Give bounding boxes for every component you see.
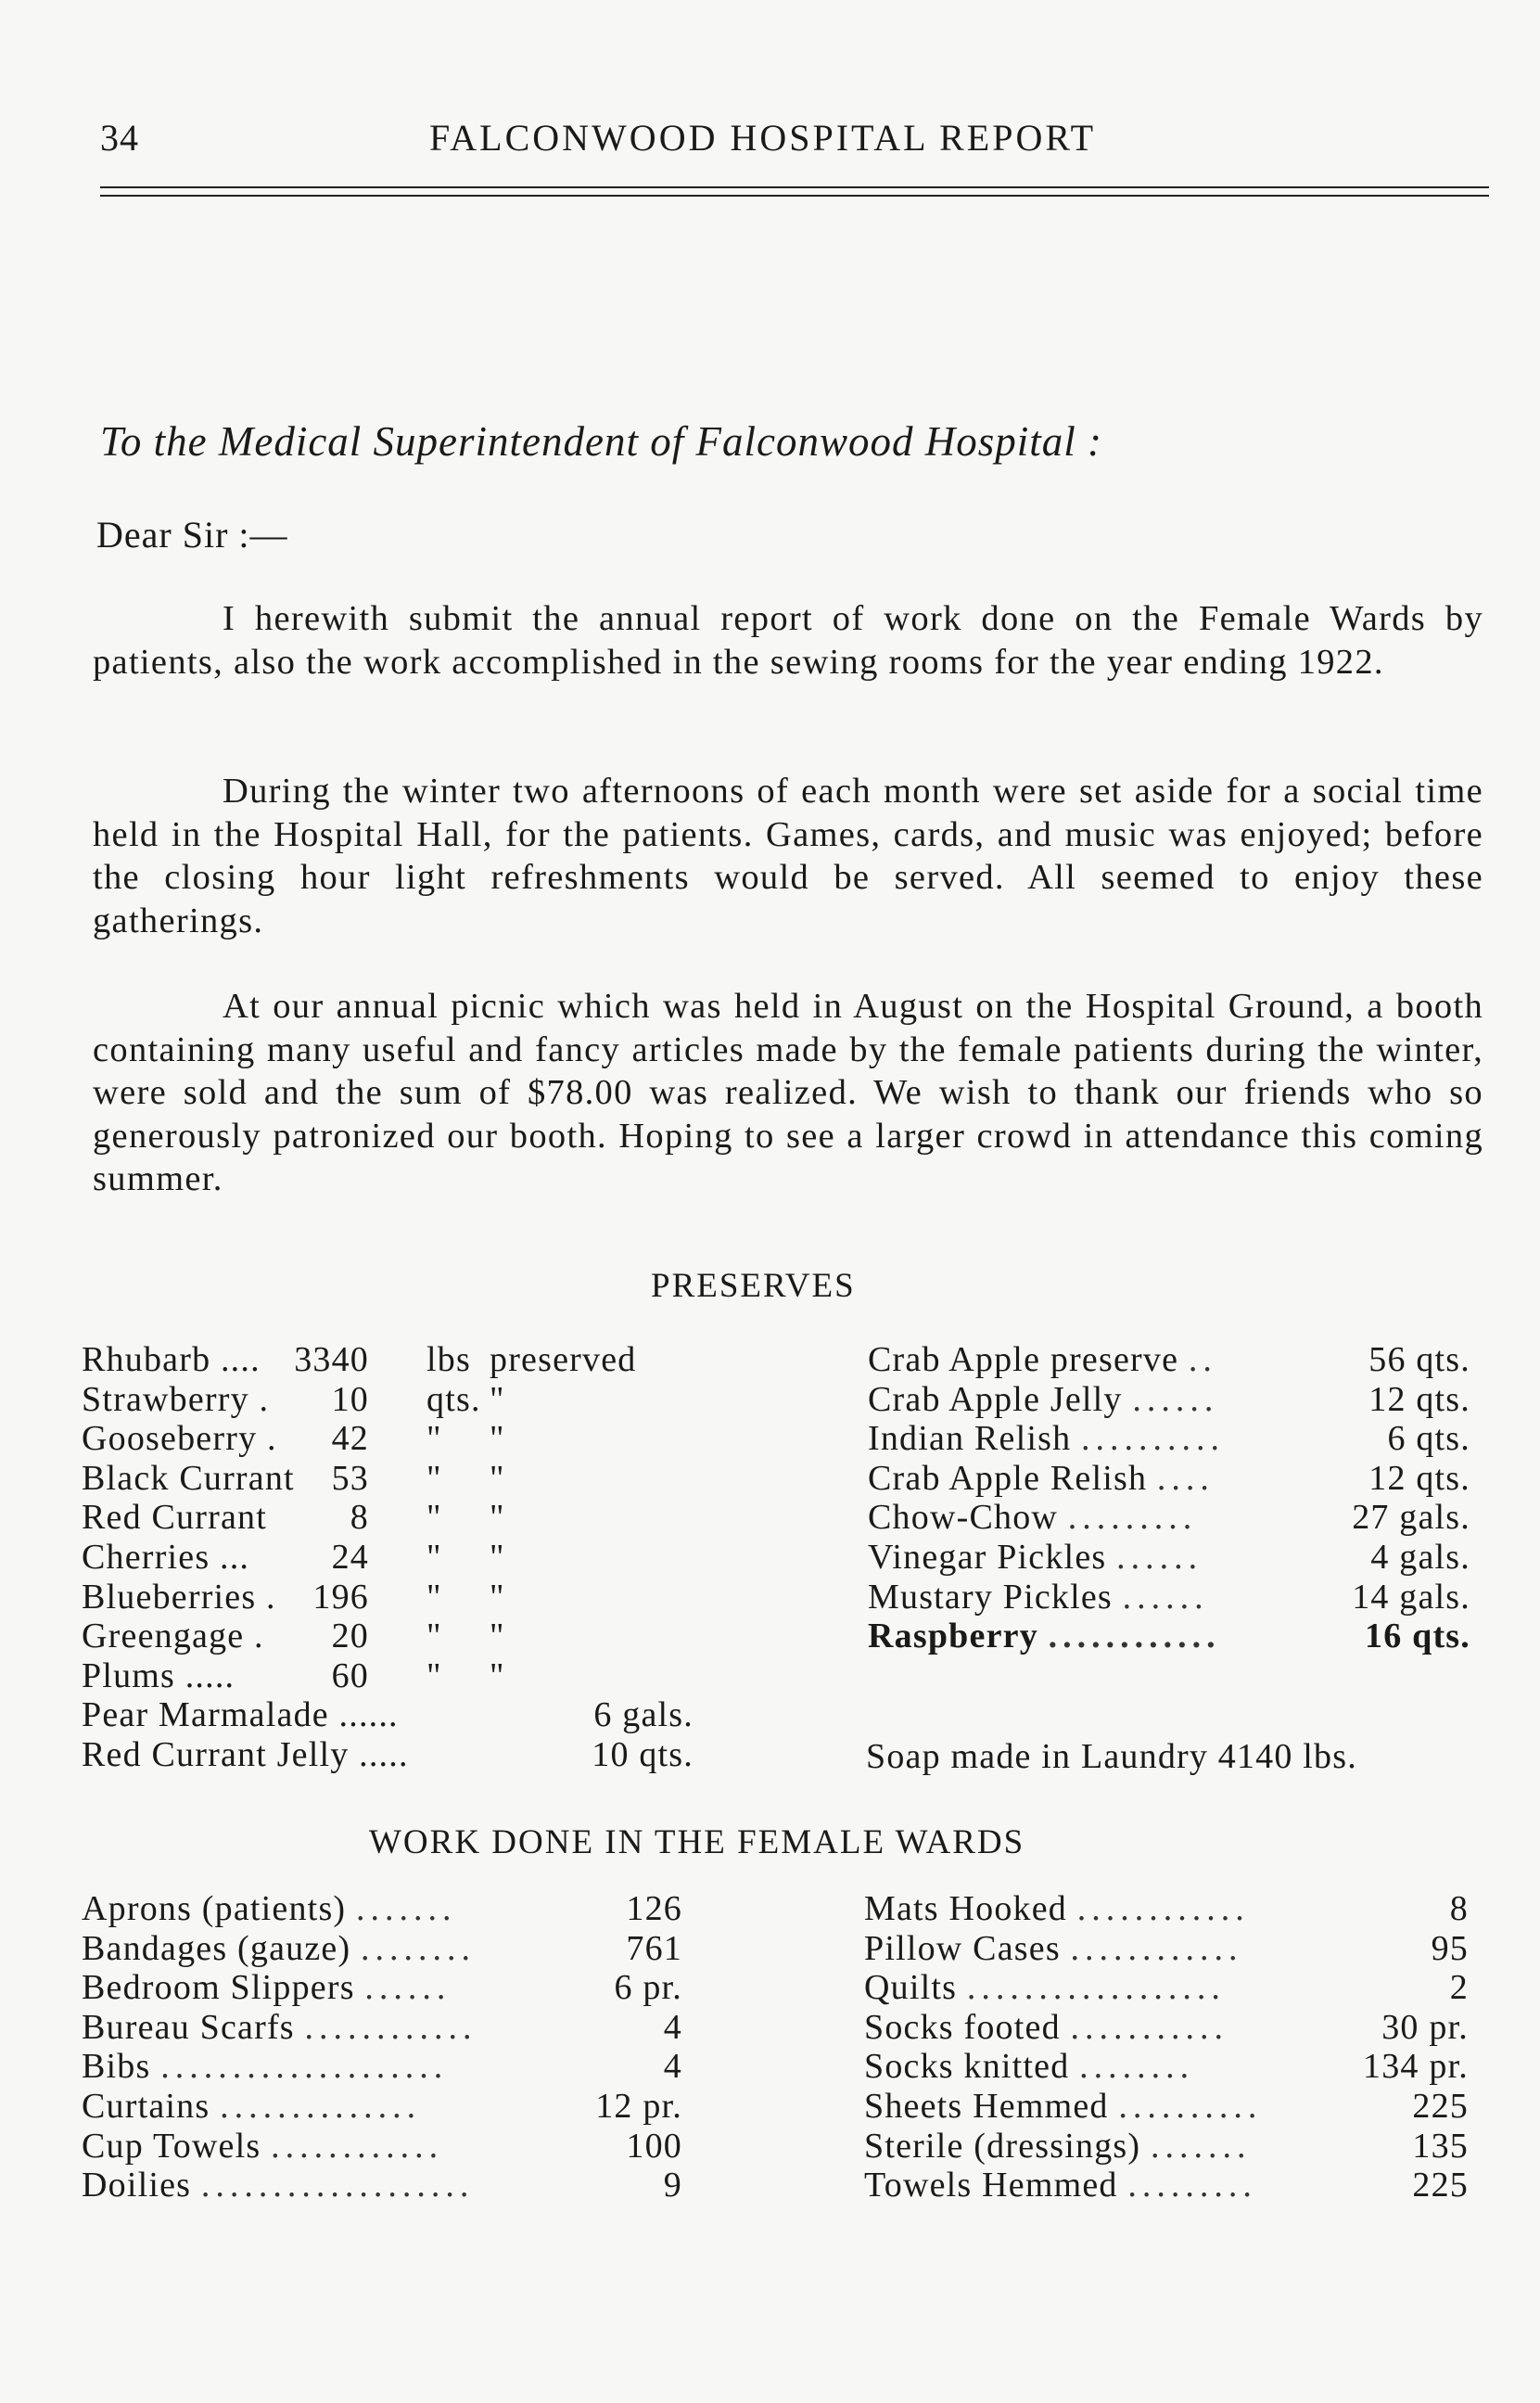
dot-leader: ...... (364, 1968, 452, 2008)
list-item (864, 2165, 1469, 2205)
list-item (82, 2046, 682, 2087)
item-value: 126 (626, 1889, 682, 1928)
item-quantity-value: 24 (331, 1538, 369, 1577)
item-unit: " (426, 1655, 442, 1695)
dot-leader: .................... (160, 2047, 449, 2087)
item-note: " (490, 1538, 505, 1577)
item-name: Crab Apple Jelly ...... (868, 1379, 1219, 1419)
item-name: Cherries ... (82, 1538, 250, 1577)
list-item (82, 1497, 694, 1538)
item-name: Red Currant Jelly ..... (82, 1735, 409, 1774)
item-name: Aprons (patients) ....... (82, 1889, 457, 1928)
item-name: Chow-Chow ......... (868, 1498, 1198, 1538)
item-name: Mustary Pickles ...... (868, 1577, 1209, 1617)
item-name: Raspberry ............ (868, 1617, 1221, 1656)
list-item (864, 2086, 1469, 2127)
item-unit: " (426, 1617, 442, 1656)
item-name: Pillow Cases ............ (864, 1928, 1243, 1968)
dot-leader: .......... (1081, 1419, 1225, 1459)
item-value: 4 gals. (1370, 1538, 1470, 1577)
list-item (82, 1655, 694, 1696)
list-item (82, 1967, 682, 2008)
dot-leader: ........ (1079, 2047, 1195, 2087)
dot-leader: ...... (1116, 1538, 1203, 1577)
item-name: Bibs .................... (82, 2047, 449, 2087)
dot-leader: ....... (356, 1889, 457, 1928)
list-item (82, 1888, 682, 1929)
dot-leader: .......... (1118, 2087, 1263, 2126)
item-value: 56 qts. (1368, 1340, 1470, 1379)
item-unit: " (426, 1538, 442, 1577)
soap-line: Soap made in Laundry 4140 lbs. (866, 1737, 1357, 1776)
list-item (82, 1694, 694, 1735)
item-quantity-value: 53 (331, 1458, 369, 1498)
item-name: Strawberry . (82, 1379, 270, 1419)
list-item (82, 1379, 694, 1420)
list-item (82, 1458, 694, 1499)
dot-leader: ............ (304, 2007, 477, 2047)
list-item (82, 1928, 682, 1969)
item-name: Greengage . (82, 1617, 264, 1656)
item-unit: lbs (426, 1340, 471, 1379)
item-value: 100 (626, 2126, 682, 2166)
item-name: Sheets Hemmed .......... (864, 2087, 1263, 2126)
item-name: Socks knitted ........ (864, 2047, 1195, 2087)
list-item (868, 1497, 1470, 1538)
running-title: FALCONWOOD HOSPITAL REPORT (429, 117, 1097, 159)
item-name: Curtains .............. (82, 2087, 422, 2126)
list-item (82, 1616, 694, 1656)
list-item (864, 1967, 1469, 2008)
list-item (82, 1339, 694, 1380)
item-value: 12 qts. (1368, 1458, 1470, 1498)
dot-leader: .... (1156, 1458, 1215, 1498)
item-name: Quilts .................. (864, 1968, 1226, 2008)
letter-paragraph: I herewith submit the annual report of work done on the Female Wards by patients, also the work accomplished in the sewing rooms for the year ending 1922. (93, 599, 1483, 682)
preserves-heading: PRESERVES (651, 1267, 856, 1305)
letter-paragraph: During the winter two afternoons of each month were set aside for a social time held in the Hospital Hall, for the patients. Games, cards, and music was enjoyed; before the closing hour light refreshments would be served. All seemed to enjoy these gatherings. (93, 772, 1483, 940)
page-header (100, 116, 1491, 172)
list-item (868, 1616, 1470, 1656)
list-item (868, 1339, 1470, 1380)
item-unit: " (426, 1577, 442, 1617)
list-item (82, 1418, 694, 1459)
dot-leader: .. (1188, 1340, 1217, 1379)
item-name: Bedroom Slippers ...... (82, 1968, 452, 2008)
item-value: 4 (663, 2007, 682, 2047)
list-item (864, 1888, 1469, 1929)
item-name: Crab Apple Relish .... (868, 1458, 1215, 1498)
item-value: 761 (626, 1928, 682, 1968)
item-value: 8 (1449, 1889, 1469, 1928)
item-name: Socks footed ........... (864, 2007, 1228, 2047)
item-name: Bureau Scarfs ............ (82, 2007, 477, 2047)
item-name: Rhubarb .... (82, 1340, 261, 1379)
item-name: Cup Towels ............ (82, 2126, 444, 2166)
list-item (864, 2046, 1469, 2087)
dot-leader: ......... (1127, 2166, 1257, 2205)
dot-leader: ................... (200, 2166, 475, 2205)
dot-leader: ........... (1070, 2007, 1228, 2047)
item-value: 225 (1412, 2087, 1469, 2126)
letter-greeting: Dear Sir :— (96, 514, 288, 556)
page-number: 34 (100, 117, 139, 159)
item-name: Gooseberry . (82, 1419, 277, 1459)
item-unit: " (426, 1419, 442, 1459)
item-quantity-value: 10 (331, 1379, 369, 1419)
dot-leader: .............. (220, 2087, 422, 2126)
list-item (864, 2007, 1469, 2048)
dot-leader: .................. (966, 1968, 1226, 2008)
item-value: 16 qts. (1365, 1617, 1470, 1656)
item-value: 30 pr. (1381, 2007, 1469, 2047)
item-value: 225 (1412, 2166, 1469, 2205)
item-value: 9 (663, 2166, 682, 2205)
item-value: 2 (1449, 1968, 1469, 2008)
item-value: 10 qts. (592, 1735, 694, 1774)
list-item (82, 1537, 694, 1578)
item-value: 14 gals. (1352, 1577, 1470, 1617)
item-name: Red Currant (82, 1498, 267, 1538)
item-value: 134 pr. (1363, 2047, 1469, 2087)
item-note: " (490, 1577, 505, 1617)
letter-addressee: To the Medical Superintendent of Falconwood Hospital : (100, 418, 1102, 465)
item-quantity-value: 196 (312, 1577, 369, 1617)
item-note: " (490, 1379, 505, 1419)
item-value: 6 qts. (1387, 1419, 1470, 1459)
item-name: Blueberries . (82, 1577, 276, 1617)
letter-paragraph: At our annual picnic which was held in August on the Hospital Ground, a booth containing many useful and fancy articles made by the female patients during the winter, were sold and the sum of $78.00 was realized. We wish to thank our friends who so generously patronized our booth. Hoping to see a larger crowd in attendance this coming summer. (93, 987, 1483, 1198)
item-name: Towels Hemmed ......... (864, 2166, 1257, 2205)
dot-leader: ...... (1132, 1379, 1219, 1419)
item-unit: " (426, 1498, 442, 1538)
dot-leader: ........ (361, 1928, 477, 1968)
header-rule-bottom (100, 195, 1489, 197)
item-name: Mats Hooked ............ (864, 1889, 1250, 1928)
list-item (864, 2126, 1469, 2167)
item-value: 12 qts. (1368, 1379, 1470, 1419)
item-note: " (490, 1655, 505, 1695)
item-name: Doilies ................... (82, 2166, 475, 2205)
item-note: " (490, 1617, 505, 1656)
list-item (868, 1458, 1470, 1499)
list-item (868, 1418, 1470, 1459)
dot-leader: ............ (1048, 1617, 1221, 1656)
list-item (868, 1577, 1470, 1617)
item-value: 6 pr. (614, 1968, 682, 2008)
item-name: Indian Relish .......... (868, 1419, 1225, 1459)
item-quantity-value: 8 (350, 1498, 369, 1538)
dot-leader: ....... (1150, 2126, 1252, 2166)
item-note: " (490, 1458, 505, 1498)
item-note: " (490, 1419, 505, 1459)
item-note: " (490, 1498, 505, 1538)
dot-leader: ...... (1122, 1577, 1209, 1617)
dot-leader: ............ (271, 2126, 444, 2166)
dot-leader: ............ (1076, 1889, 1250, 1928)
item-quantity-value: 20 (331, 1617, 369, 1656)
item-name: Plums ..... (82, 1655, 235, 1695)
item-quantity-value: 42 (331, 1419, 369, 1459)
item-value: 12 pr. (595, 2087, 682, 2126)
list-item (82, 1577, 694, 1617)
item-name: Pear Marmalade ...... (82, 1695, 399, 1735)
list-item (82, 2165, 682, 2205)
item-value: 135 (1412, 2126, 1469, 2166)
list-item (82, 2086, 682, 2127)
item-value: 27 gals. (1352, 1498, 1470, 1538)
list-item (868, 1537, 1470, 1578)
work-heading: WORK DONE IN THE FEMALE WARDS (369, 1823, 1025, 1861)
item-name: Vinegar Pickles ...... (868, 1538, 1203, 1577)
item-value: 6 gals. (593, 1695, 694, 1735)
dot-leader: ............ (1070, 1928, 1243, 1968)
item-name: Crab Apple preserve .. (868, 1340, 1217, 1379)
list-item (864, 1928, 1469, 1969)
item-unit: qts. (426, 1379, 481, 1419)
header-rule-top (100, 186, 1489, 188)
list-item (82, 1734, 694, 1775)
item-quantity-value: 60 (331, 1655, 369, 1695)
dot-leader: ......... (1067, 1498, 1198, 1538)
item-value: 95 (1431, 1928, 1469, 1968)
item-value: 4 (663, 2047, 682, 2087)
item-unit: " (426, 1458, 442, 1498)
list-item (82, 2007, 682, 2048)
item-note: preserved (490, 1340, 637, 1379)
item-quantity-value: 3340 (294, 1340, 369, 1379)
list-item (868, 1379, 1470, 1420)
list-item (82, 2126, 682, 2167)
item-name: Bandages (gauze) ........ (82, 1928, 477, 1968)
item-name: Black Currant (82, 1458, 295, 1498)
item-name: Sterile (dressings) ....... (864, 2126, 1252, 2166)
